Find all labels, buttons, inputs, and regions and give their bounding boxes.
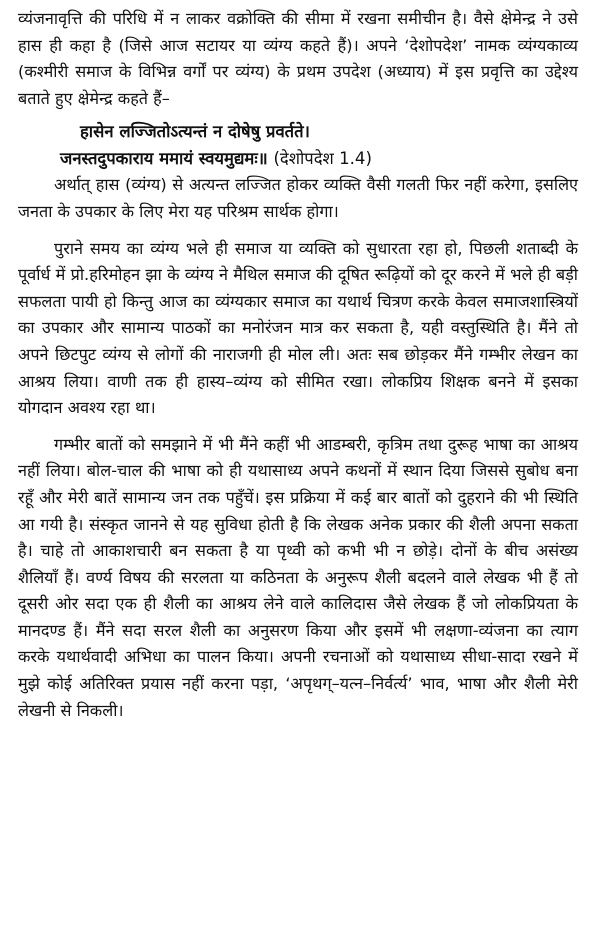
verse-line-1: हासेन लज्जितोऽत्यन्तं न दोषेषु प्रवर्तते। bbox=[80, 122, 310, 142]
paragraph-4: गम्भीर बातों को समझाने में भी मैंने कहीं भी आडम्बरी, कृत्रिम तथा दुरूह भाषा का आश्रय नहीं लिया। बोल-चाल की भाषा को ही यथासाध्य अपने कथनों में स्थान दिया जिससे सुबोध बना रहूँ और मेरी बातें सामान्य जन तक पहुँचें। इस प्रक्रिया में कई बार बातों को दुहराने की भी स्थिति आ गयी है। संस्कृत जानने से यह सुविधा होती है कि लेखक अनेक प्रकार की शैली अपना सकता है। चाहे तो आकाशचारी बन सकता है या पृथ्वी को कभी भी न छोड़े। दोनों के बीच असंख्य शैलियाँ हैं। वर्ण्य विषय की सरलता या कठिनता के अनुरूप शैली बदलने वाले लेखक भी हैं तो दूसरी ओर सदा एक ही शैली का आश्रय लेने वाले कालिदास जैसे लेखक हैं जो लोकप्रियता के मानदण्ड हैं। मैंने सदा सरल शैली का अनुसरण किया और इसमें भी लक्षणा-व्यंजना का त्याग करके यथार्थवादी अभिधा का पालन किया। अपनी रचनाओं को यथासाध्य सीधा-सादा रखने में मुझे कोई अतिरिक्त प्रयास नहीं करना पड़ा, ‘अपृथग्–यत्न–निर्वर्त्य’ भाव, भाषा और शैली मेरी लेखनी से निकली। bbox=[18, 434, 578, 720]
verse-line-2-text: जनस्तदुपकाराय ममायं स्वयमुद्यमः॥ bbox=[60, 149, 268, 169]
verse-line-2 bbox=[18, 145, 578, 172]
paragraph-1: व्यंजनावृत्ति की परिधि में न लाकर वक्रोक्ति की सीमा में रखना समीचीन है। वैसे क्षेमेन्द्र ने उसे हास ही कहा है (जिसे आज सटायर या व्यंग्य कहते हैं)। अपने ‘देशोपदेश’ नामक व्यंग्यकाव्य (कश्मीरी समाज के विभिन्न वर्गों पर व्यंग्य) के प्रथम उपदेश (अध्याय) में इस प्रवृत्ति का उद्देश्य बताते हुए क्षेमेन्द्र कहते हैं– bbox=[18, 9, 578, 108]
paragraph-3: पुराने समय का व्यंग्य भले ही समाज या व्यक्ति को सुधारता रहा हो, पिछली शताब्दी के पूर्वार्ध में प्रो.हरिमोहन झा के व्यंग्य ने मैथिल समाज की दूषित रूढ़ियों को दूर करने में भले ही बड़ी सफलता पायी हो किन्तु आज का व्यंग्यकार समाज का यथार्थ चित्रण करके केवल समाजशास्त्रियों का उपकार और सामान्य पाठकों का मनोरंजन मात्र कर सकता है, यही वस्तुस्थिति है। मैंने तो अपने छिटपुट व्यंग्य से लोगों की नाराजगी ही मोल ली। अतः सब छोड़कर मैंने गम्भीर लेखन का आश्रय लिया। वाणी तक ही हास्य–व्यंग्य को सीमित रखा। लोकप्रिय शिक्षक बनने में इसका योगदान अवश्य रहा था। bbox=[18, 238, 578, 418]
verse-citation: (देशोपदेश 1.4) bbox=[273, 149, 372, 169]
paragraph-2: अर्थात् हास (व्यंग्य) से अत्यन्त लज्जित होकर व्यक्ति वैसी गलती फिर नहीं करेगा, इसलिए जनता के उपकार के लिए मेरा यह परिश्रम सार्थक होगा। bbox=[18, 175, 578, 221]
